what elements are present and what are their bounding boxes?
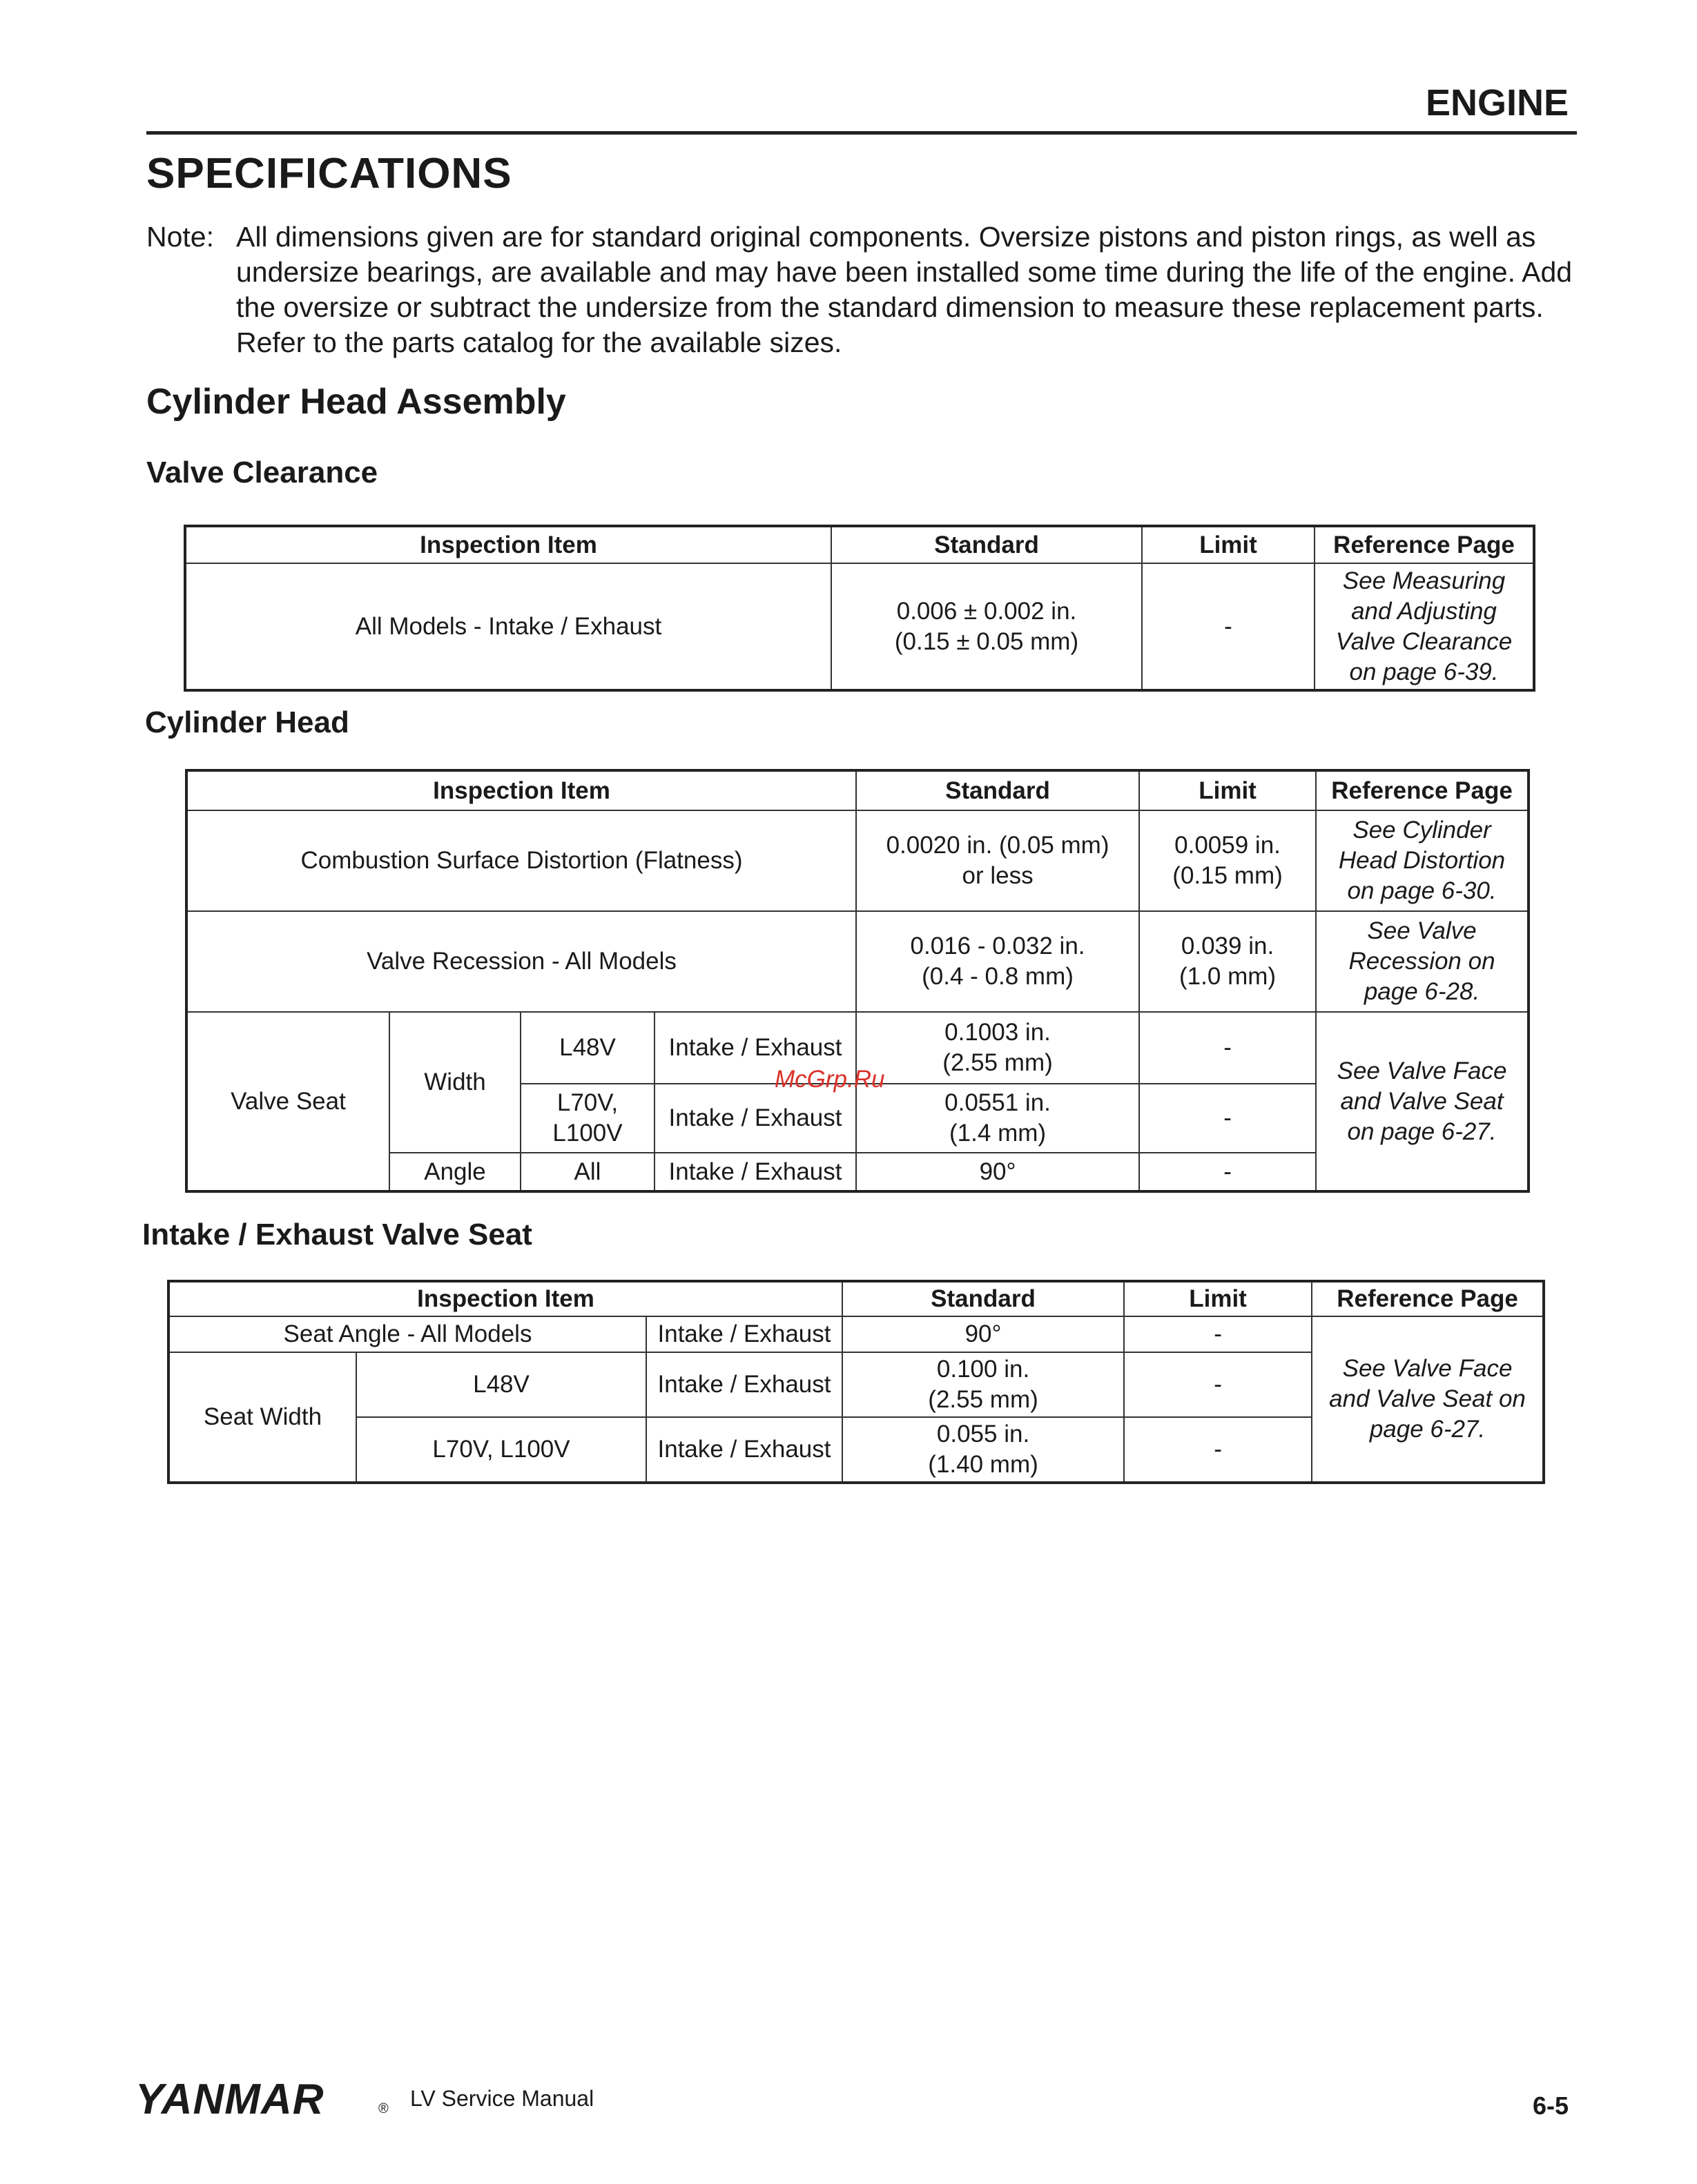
valve-clearance-table	[184, 525, 1535, 692]
valve-type: Intake / Exhaust	[646, 1417, 842, 1483]
standard-value: 0.100 in. (2.55 mm)	[842, 1352, 1124, 1417]
standard-value: 0.006 ± 0.002 in. (0.15 ± 0.05 mm)	[831, 563, 1142, 690]
note-text: All dimensions given are for standard original components. Oversize pistons and piston rings, as well as undersize bearings, are available and may have been installed some time during the life of the engine. Add the oversize or subtract the undersize from the standard dimension to measure these replacement parts. Refer to the parts catalog for the available sizes.	[236, 221, 1573, 358]
yanmar-logo: YANMAR	[135, 2076, 324, 2123]
limit-value: -	[1139, 1084, 1316, 1153]
standard-value: 90°	[856, 1153, 1139, 1191]
standard-value: 0.016 - 0.032 in. (0.4 - 0.8 mm)	[856, 911, 1139, 1012]
valve-type: Intake / Exhaust	[654, 1084, 856, 1153]
valve-seat-label: Valve Seat	[186, 1012, 389, 1191]
standard-value: 0.055 in. (1.40 mm)	[842, 1417, 1124, 1483]
reference-page: See Cylinder Head Distortion on page 6-30.	[1316, 810, 1529, 911]
model-label: All	[521, 1153, 654, 1191]
page-number: 6-5	[1532, 2092, 1569, 2120]
valve-seat-table	[167, 1280, 1545, 1484]
reference-page: See Valve Recession on page 6-28.	[1316, 911, 1529, 1012]
section-label: ENGINE	[1425, 82, 1569, 124]
limit-value: -	[1124, 1352, 1312, 1417]
standard-value: 0.1003 in. (2.55 mm)	[856, 1012, 1139, 1084]
header-limit: Limit	[1139, 770, 1316, 810]
cylinder-head-table	[185, 769, 1530, 1193]
header-inspection-item: Inspection Item	[186, 770, 856, 810]
subheading-intake-exhaust-valve-seat: Intake / Exhaust Valve Seat	[142, 1218, 532, 1251]
header-reference-page: Reference Page	[1316, 770, 1529, 810]
limit-value: 0.039 in. (1.0 mm)	[1139, 911, 1316, 1012]
model-label: L48V	[356, 1352, 646, 1417]
inspection-item: Valve Recession - All Models	[186, 911, 856, 1012]
model-label: L48V	[521, 1012, 654, 1084]
watermark: McGrp.Ru	[775, 1066, 885, 1093]
section-heading-cylinder-head-assembly: Cylinder Head Assembly	[146, 382, 566, 422]
limit-value: -	[1142, 563, 1315, 690]
note	[146, 220, 1589, 360]
limit-value: -	[1124, 1316, 1312, 1352]
inspection-item: Combustion Surface Distortion (Flatness)	[186, 810, 856, 911]
header-rule	[146, 131, 1577, 135]
header-limit: Limit	[1124, 1281, 1312, 1316]
model-label: L70V, L100V	[521, 1084, 654, 1153]
valve-type: Intake / Exhaust	[654, 1012, 856, 1084]
subheading-valve-clearance: Valve Clearance	[146, 456, 378, 489]
inspection-item: Seat Angle - All Models	[168, 1316, 646, 1352]
standard-value: 0.0551 in. (1.4 mm)	[856, 1084, 1139, 1153]
header-standard: Standard	[842, 1281, 1124, 1316]
header-standard: Standard	[831, 526, 1142, 563]
header-standard: Standard	[856, 770, 1139, 810]
inspection-item: All Models - Intake / Exhaust	[185, 563, 831, 690]
reference-page: See Valve Face and Valve Seat on page 6-27.	[1316, 1012, 1529, 1191]
header-inspection-item: Inspection Item	[168, 1281, 842, 1316]
registered-mark: ®	[378, 2101, 389, 2116]
note-label: Note:	[146, 221, 214, 253]
reference-page: See Measuring and Adjusting Valve Clearance on page 6-39.	[1315, 563, 1534, 690]
valve-type: Intake / Exhaust	[646, 1316, 842, 1352]
header-reference-page: Reference Page	[1312, 1281, 1544, 1316]
model-label: L70V, L100V	[356, 1417, 646, 1483]
header-inspection-item: Inspection Item	[185, 526, 831, 563]
seat-width-label: Seat Width	[168, 1352, 356, 1483]
angle-label: Angle	[389, 1153, 521, 1191]
width-label: Width	[389, 1012, 521, 1153]
manual-title: LV Service Manual	[410, 2086, 594, 2111]
standard-value: 0.0020 in. (0.05 mm) or less	[856, 810, 1139, 911]
limit-value: -	[1139, 1012, 1316, 1084]
valve-type: Intake / Exhaust	[646, 1352, 842, 1417]
reference-page: See Valve Face and Valve Seat on page 6-27.	[1312, 1316, 1544, 1483]
page-title: SPECIFICATIONS	[146, 150, 512, 197]
standard-value: 90°	[842, 1316, 1124, 1352]
header-reference-page: Reference Page	[1315, 526, 1534, 563]
limit-value: 0.0059 in. (0.15 mm)	[1139, 810, 1316, 911]
subheading-cylinder-head: Cylinder Head	[145, 705, 349, 739]
valve-type: Intake / Exhaust	[654, 1153, 856, 1191]
limit-value: -	[1124, 1417, 1312, 1483]
header-limit: Limit	[1142, 526, 1315, 563]
limit-value: -	[1139, 1153, 1316, 1191]
